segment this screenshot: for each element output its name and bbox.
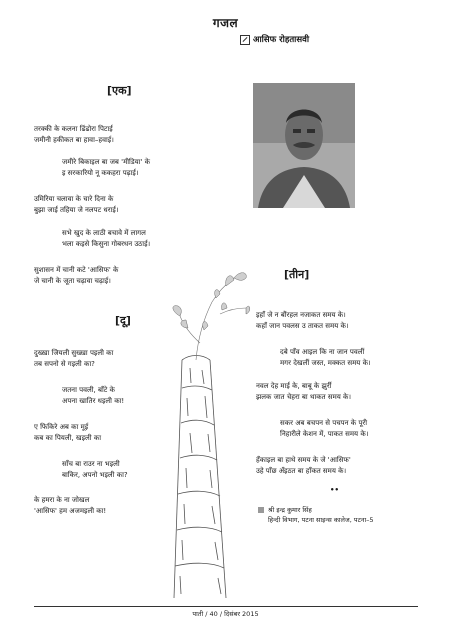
stanza xyxy=(256,455,351,476)
section-one-heading: [एक] xyxy=(107,84,132,97)
poem-line: उमिरिया चलावा के चारे दिना के xyxy=(34,195,114,203)
poem-line: 'आसिफ' हम अजमइली का! xyxy=(34,506,107,515)
poem-line: जमीनी हकीकत बा हावा–हवाई। xyxy=(34,135,114,144)
poem-line: कब का पियली, खइली का xyxy=(34,433,102,442)
contributor-note xyxy=(258,506,374,525)
stanza xyxy=(256,381,351,402)
poem-line: इहाँ जे न बौंरहल नजाकत समय के। xyxy=(256,311,346,319)
poem-line: झलक जात चेहरा बा थाकत समय के। xyxy=(256,392,352,401)
poem-line: दबे पाँव आइल कि ना जान पवलीं xyxy=(280,348,365,356)
stanza xyxy=(34,124,114,145)
stanza xyxy=(46,157,150,178)
poem-line: जे चानी के जूता चढ़ावा चढ़ाई। xyxy=(34,276,111,285)
author-photo xyxy=(253,83,355,208)
poem-line: जमीरे बिकाइल बा जब 'मीडिया' के xyxy=(62,158,151,166)
poem-line: जतना पवली, बाँटे के xyxy=(62,386,115,394)
poem-line: तरक्की के कलना ढिंढोरा पिटाई xyxy=(34,125,113,133)
poem-line: दुख्खा जियली सुख्खा पइली का xyxy=(34,349,114,357)
section-two-heading: [दू] xyxy=(115,314,131,327)
poem-line: ए फिकिरे अब का मूई xyxy=(34,423,89,431)
poem-line: सकर अब बचपन से पचपन के पूरी xyxy=(280,419,368,427)
poem-line: भला कइसे किसुना गोबरधन उठाई। xyxy=(62,239,151,248)
stanza xyxy=(264,347,371,368)
poem-line: कहाँ जान पवलस उ ताकत समय के। xyxy=(256,321,349,330)
poem-line: इ सरकारियो नू ककहरा पढ़ाई। xyxy=(62,168,139,177)
stanza xyxy=(256,310,349,331)
poem-line: मगर देखलीं जस्त, मक्कत समय के। xyxy=(280,358,371,367)
author-name: आसिफ रोहतासवी xyxy=(253,35,310,45)
poem-line: उहे पाँछ अँइठत बा हाँकत समय के। xyxy=(256,466,347,475)
poem-line: तब सपनो से गइली का? xyxy=(34,359,95,368)
poem-line: हँकाइल बा हाथे समय के जे 'आसिफ' xyxy=(256,456,351,464)
poem-line: अपना खातिर धइली का! xyxy=(62,396,125,405)
poem-line: साँच बा राउर ना भइली xyxy=(62,460,120,468)
page-title: गजल xyxy=(212,16,239,30)
separator-bullets: •• xyxy=(330,486,339,494)
stanza xyxy=(34,495,106,516)
poem-line: निहारीले केशन में, पाकत समय के। xyxy=(280,429,369,438)
author-line xyxy=(240,34,309,45)
page-footer: पाती / 40 / दिसंबर 2015 xyxy=(192,610,259,618)
section-three-heading: [तीन] xyxy=(284,268,310,281)
contributor-name: श्री इन्द्र कुमार सिंह xyxy=(268,506,312,514)
stanza xyxy=(46,385,124,406)
footer-rule xyxy=(34,606,418,607)
stanza xyxy=(264,418,368,439)
square-bullet-icon xyxy=(258,507,264,513)
poem-line: सभे खुद के लाठी बचावे में लागल xyxy=(62,229,146,237)
stanza xyxy=(34,348,113,369)
poem-line: बाकिर, अपनो भइली का? xyxy=(62,470,128,479)
poem-line: सुशासन में चानी कटे 'आसिफ' के xyxy=(34,266,119,274)
pen-icon xyxy=(240,35,250,45)
poem-line: के हमरा के ना जोखल xyxy=(34,496,90,504)
stanza xyxy=(46,228,150,249)
poem-line: नवल देह माई के, बाबू के झुर्री xyxy=(256,382,332,390)
stanza xyxy=(34,265,118,286)
stanza xyxy=(34,422,101,443)
tree-sketch xyxy=(160,268,252,604)
poem-line: बुझा जाई तहिया जे नलपट धराई। xyxy=(34,205,119,214)
stanza xyxy=(46,459,128,480)
stanza xyxy=(34,194,118,215)
contributor-affiliation: हिन्दी विभाग, पटना साइन्स कालेज, पटना–5 xyxy=(268,515,374,524)
